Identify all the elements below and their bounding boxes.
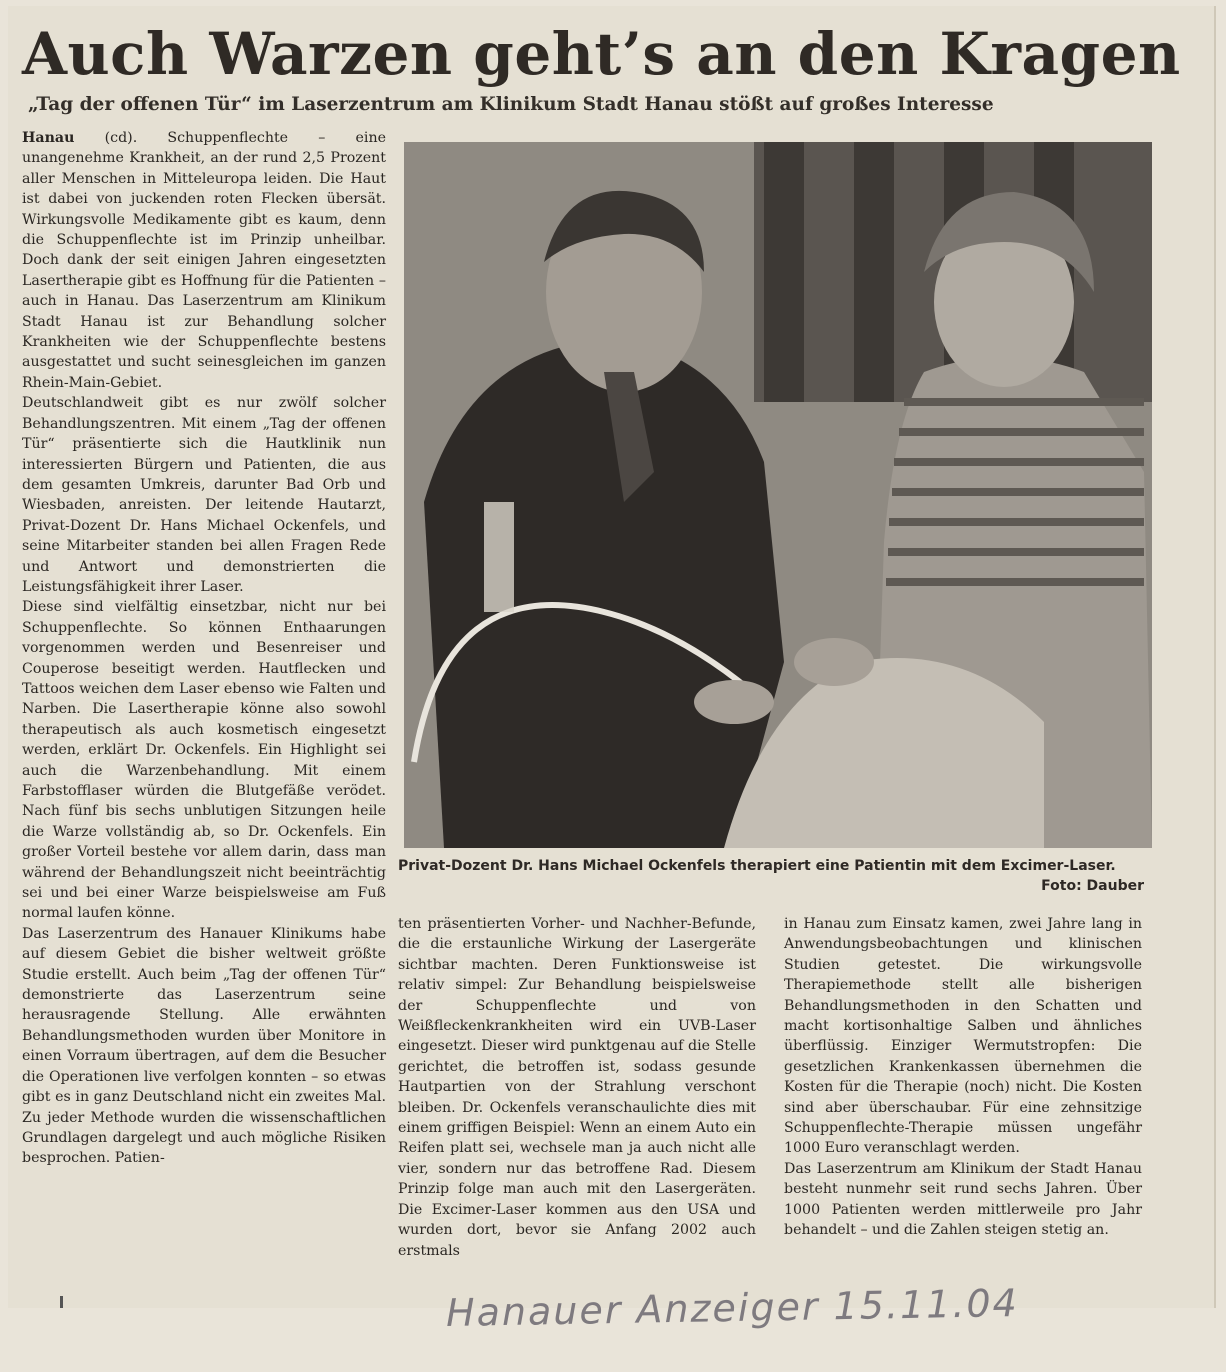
photo-illustration	[404, 142, 1152, 848]
article-paragraph: in Hanau zum Einsatz kamen, zwei Jahre lang in Anwendungsbeobachtungen und klinischen Studien getestet. Die wirkungsvolle Therapiemethode stellt alle bisherigen Behandlungsmethoden in den Schatten und macht kortisonhaltige Salben und ähnliches überflüssig. Einziger Wermutstropfen: Die gesetzlichen Krankenkassen übernehmen die Kosten für die Therapie (noch) nicht. Die Kosten sind aber überschaubar. Für eine zehnsitzige Schuppenflechte-Therapie müssen ungefähr 1000 Euro veranschlagt werden.	[784, 916, 1142, 1157]
article-paragraph	[22, 128, 386, 393]
article-paragraph: ten präsentierten Vorher- und Nachher-Befunde, die die erstaunliche Wirkung der Lasergeräte sichtbar machten. Deren Funktionsweise ist relativ simpel: Zur Behandlung beispielsweise der Schuppenflechte und von Weißfleckenkrankheiten wird ein UVB-Laser eingesetzt. Dieser wird punktgenau auf die Stelle gerichtet, die betroffen ist, sodass gesunde Hautpartien von der Strahlung verschont bleiben. Dr. Ockenfels veranschaulichte dies mit einem griffigen Beispiel: Wenn an einem Auto ein Reifen platt sei, wechsele man ja auch nicht alle vier, sondern nur das betroffene Rad. Diesem Prinzip folge man auch mit den Lasergeräten. Die Excimer-Laser kommen aus den USA und wurden dort, bevor sie Anfang 2002 auch erstmals	[398, 916, 756, 1259]
article-column-1	[22, 128, 386, 1169]
article-paragraph: Deutschlandweit gibt es nur zwölf solcher Behandlungszentren. Mit einem „Tag der offenen Tür“ präsentierte sich die Hautklinik nun interessierten Bürgern und Patienten, die aus dem gesamten Umkreis, darunter Bad Orb und Wiesbaden, anreisten. Der leitende Hautarzt, Privat-Dozent Dr. Hans Michael Ockenfels, und seine Mitarbeiter standen bei allen Fragen Rede und Antwort und demonstrierten die Leistungsfähigkeit ihrer Laser.	[22, 395, 386, 595]
article-headline: Auch Warzen geht’s an den Kragen	[22, 20, 1181, 88]
handwritten-source-note: Hanauer Anzeiger 15.11.04	[445, 1281, 1020, 1335]
article-column-3	[784, 914, 1142, 1241]
caption-text: Privat-Dozent Dr. Hans Michael Ockenfels therapiert eine Patientin mit dem Excimer-Laser.	[398, 858, 1116, 874]
article-paragraph: Diese sind vielfältig einsetzbar, nicht nur bei Schuppenflechte. So können Enthaarungen vorgenommen werden und Besenreiser und Couperose beseitigt werden. Hautflecken und Tattoos weichen dem Laser ebenso wie Falten und Narben. Die Lasertherapie könne also sowohl therapeutisch als auch kosmetisch eingesetzt werden, erklärt Dr. Ockenfels. Ein Highlight sei auch die Warzenbehandlung. Mit einem Farbstofflaser würden die Blutgefäße verödet. Nach fünf bis sechs unblutigen Sitzungen heile die Warze vollständig ab, so Dr. Ockenfels. Ein großer Vorteil bestehe vor allem darin, dass man während der Behandlungszeit nicht beeinträchtig sei und bei einer Warze beispielsweise am Fuß normal laufen könne.	[22, 599, 386, 922]
article-paragraph: Das Laserzentrum des Hanauer Klinikums habe auf diesem Gebiet die bisher weltweit größte Studie erstellt. Auch beim „Tag der offenen Tür“ demonstrierte das Laserzentrum seine herausragende Stellung. Alle erwähnten Behandlungsmethoden wurden über Monitore in einen Vorraum übertragen, auf dem die Besucher die Operationen live verfolgen konnten – so etwas gibt es in ganz Deutschland nicht ein zweites Mal. Zu jeder Methode wurden die wissenschaftlichen Grundlagen dargelegt und auch mögliche Risiken besprochen. Patien-	[22, 925, 386, 1167]
photo-caption	[398, 856, 1144, 896]
article-paragraph: Das Laserzentrum am Klinikum der Stadt Hanau besteht nunmehr seit rund sechs Jahren. Über 1000 Patienten werden mittlerweile pro Jahr behandelt – und die Zahlen steigen stetig an.	[784, 1160, 1142, 1239]
paragraph-text: (cd). Schuppenflechte – eine unangenehme Krankheit, an der rund 2,5 Prozent aller Menschen in Mitteleuropa leiden. Die Haut ist dabei von juckenden roten Flecken übersät. Wirkungsvolle Medikamente gibt es kaum, denn die Schuppenflechte ist im Prinzip unheilbar. Doch dank der seit einigen Jahren eingesetzten Lasertherapie gibt es Hoffnung für die Patienten – auch in Hanau. Das Laserzentrum am Klinikum Stadt Hanau ist zur Behandlung solcher Krankheiten wie der Schuppenflechte bestens ausgestattet und sucht seinesgleichen im ganzen Rhein-Main-Gebiet.	[22, 130, 386, 391]
article-subheadline: „Tag der offenen Tür“ im Laserzentrum am Klinikum Stadt Hanau stößt auf großes Interesse	[28, 94, 994, 115]
pencil-mark	[60, 1296, 63, 1308]
photo-credit: Foto: Dauber	[1041, 878, 1144, 894]
dateline: Hanau	[22, 130, 75, 146]
article-photo	[404, 142, 1152, 848]
article-column-2	[398, 914, 756, 1261]
